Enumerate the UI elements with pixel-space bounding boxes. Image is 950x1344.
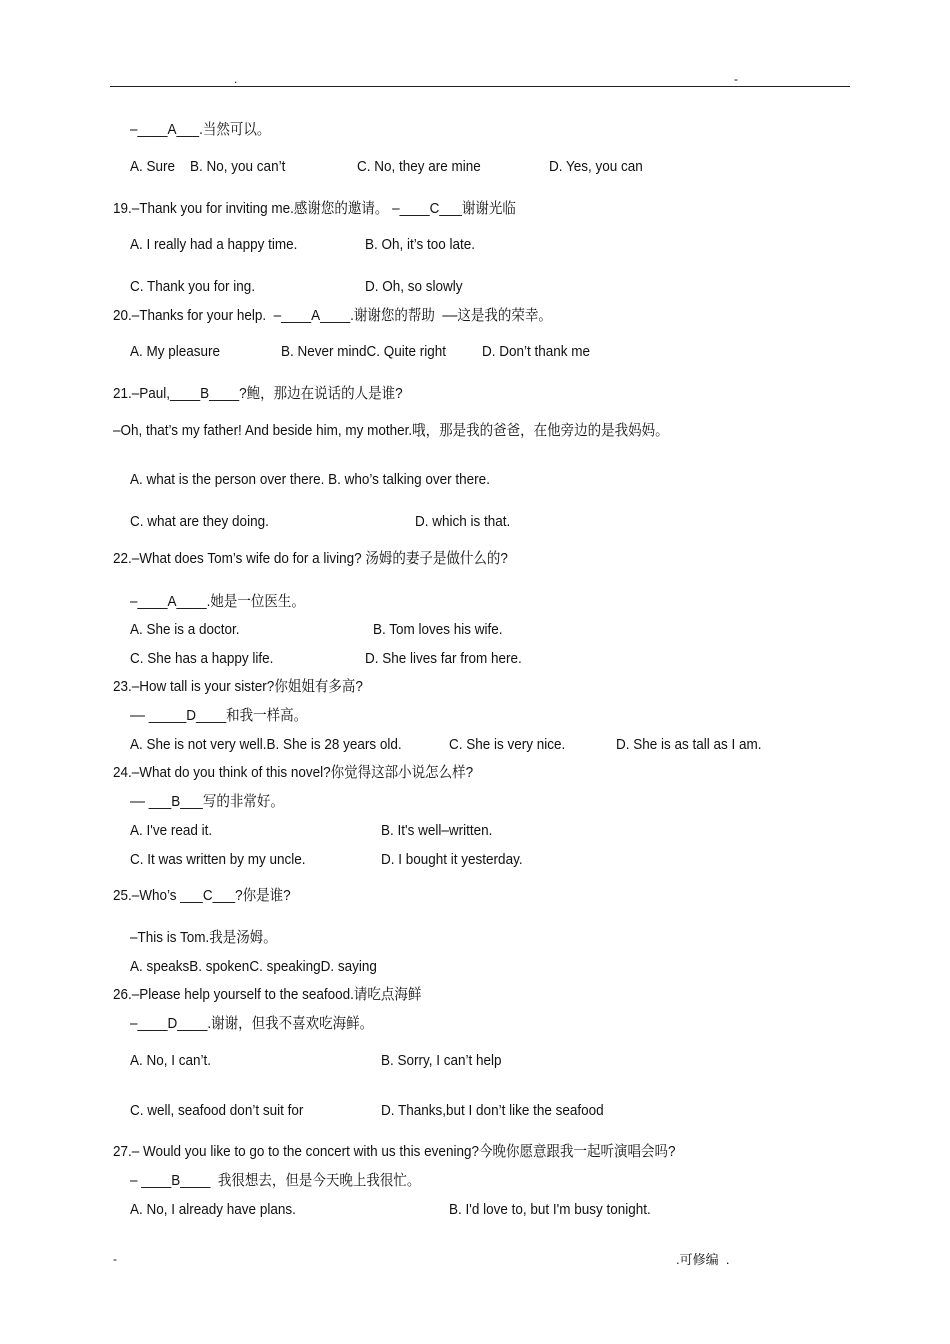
header-right-mark: - — [734, 72, 738, 86]
option-d: D. She lives far from here. — [365, 650, 522, 667]
option-ab: A. what is the person over there. B. who’s talking over there. — [130, 471, 490, 488]
option-ab: A. She is not very well.B. She is 28 years old. — [130, 736, 402, 753]
footer-editable-note: .可修编 . — [676, 1252, 730, 1267]
answer-line: –____D____.谢谢，但我不喜欢吃海鲜。 — [130, 1015, 374, 1032]
option-c: C. She has a happy life. — [130, 650, 274, 667]
footer-left-mark: - — [113, 1252, 117, 1266]
option-d: D. Yes, you can — [549, 158, 643, 175]
option-a: A. I really had a happy time. — [130, 236, 298, 253]
option-c: C. She is very nice. — [449, 736, 566, 753]
options-abcd: A. speaksB. spokenC. speakingD. saying — [130, 958, 377, 975]
question-26: 26.–Please help yourself to the seafood.请吃点海鲜 — [113, 986, 422, 1003]
option-c: C. No, they are mine — [357, 158, 481, 175]
answer-line: –____A___.当然可以。 — [130, 121, 271, 138]
header-rule — [110, 86, 850, 87]
question-23: 23.–How tall is your sister?你姐姐有多高? — [113, 678, 363, 695]
option-c: C. what are they doing. — [130, 513, 269, 530]
dialogue-line: –Oh, that’s my father! And beside him, my mother.哦，那是我的爸爸，在他旁边的是我妈妈。 — [113, 422, 669, 439]
dialogue-line: –This is Tom.我是汤姆。 — [130, 929, 277, 946]
option-ab: A. Sure B. No, you can’t — [130, 158, 286, 175]
option-d: D. I bought it yesterday. — [381, 851, 523, 868]
option-c: C. well, seafood don’t suit for — [130, 1102, 304, 1119]
option-b: B. Tom loves his wife. — [373, 621, 503, 638]
option-c: C. It was written by my uncle. — [130, 851, 306, 868]
answer-line: –– ___B___写的非常好。 — [130, 793, 284, 810]
option-b: B. It's well–written. — [381, 822, 493, 839]
answer-line: – ____B____ 我很想去，但是今天晚上我很忙。 — [130, 1172, 421, 1189]
option-d: D. Thanks,but I don’t like the seafood — [381, 1102, 604, 1119]
option-a: A. My pleasure — [130, 343, 221, 360]
option-b: B. Sorry, I can’t help — [381, 1052, 502, 1069]
header-left-mark: . — [234, 72, 238, 86]
option-a: A. I've read it. — [130, 822, 213, 839]
option-d: D. Don’t thank me — [482, 343, 591, 360]
option-bc: B. Never mindC. Quite right — [281, 343, 447, 360]
option-c: C. Thank you for ing. — [130, 278, 256, 295]
option-d: D. Oh, so slowly — [365, 278, 463, 295]
option-d: D. She is as tall as I am. — [616, 736, 762, 753]
option-d: D. which is that. — [415, 513, 511, 530]
option-a: A. No, I can’t. — [130, 1052, 212, 1069]
question-24: 24.–What do you think of this novel?你觉得这部小说怎么样? — [113, 764, 474, 781]
question-21: 21.–Paul,____B____?鲍，那边在说话的人是谁? — [113, 385, 403, 402]
answer-line: –– _____D____和我一样高。 — [130, 707, 308, 724]
option-a: A. No, I already have plans. — [130, 1201, 296, 1218]
question-20: 20.–Thanks for your help. –____A____.谢谢您的帮助 ––这是我的荣幸。 — [113, 307, 552, 324]
question-27: 27.– Would you like to go to the concert with us this evening?今晚你愿意跟我一起听演唱会吗? — [113, 1143, 676, 1160]
option-b: B. I'd love to, but I'm busy tonight. — [449, 1201, 651, 1218]
question-22: 22.–What does Tom’s wife do for a living? 汤姆的妻子是做什么的? — [113, 550, 508, 567]
question-25: 25.–Who’s ___C___?你是谁? — [113, 887, 291, 904]
question-19: 19.–Thank you for inviting me.感谢您的邀请。 –____C___谢谢光临 — [113, 200, 516, 217]
option-a: A. She is a doctor. — [130, 621, 240, 638]
option-b: B. Oh, it’s too late. — [365, 236, 476, 253]
answer-line: –____A____.她是一位医生。 — [130, 593, 305, 610]
